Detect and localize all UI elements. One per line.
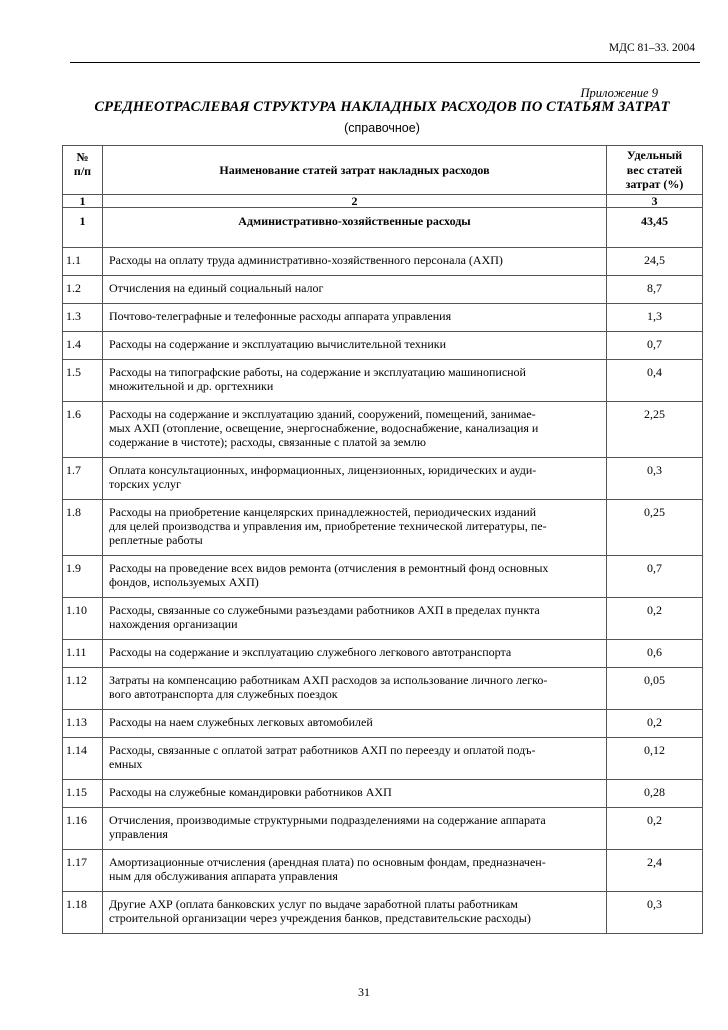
row-name-line: фондов, используемых АХП)	[109, 575, 259, 589]
row-value: 0,4	[607, 360, 703, 402]
row-name-line: Почтово-телеграфные и телефонные расходы аппарата управления	[109, 309, 452, 323]
row-name-line: Расходы на типографские работы, на содержание и эксплуатацию машинописной	[109, 365, 526, 379]
row-name-line: Амортизационные отчисления (арендная плата) по основным фондам, предназначен-	[109, 855, 546, 869]
row-num: 1.3	[63, 304, 103, 332]
row-name	[103, 780, 607, 808]
row-value: 0,3	[607, 458, 703, 500]
row-name-line: содержание в чистоте); расходы, связанные с платой за землю	[109, 435, 426, 449]
row-num: 1.17	[63, 850, 103, 892]
header-rule	[70, 62, 700, 63]
row-value: 1,3	[607, 304, 703, 332]
page-number: 31	[358, 985, 370, 999]
row-value: 24,5	[607, 248, 703, 276]
row-name	[103, 598, 607, 640]
row-value: 0,3	[607, 892, 703, 934]
row-name-line: Другие АХР (оплата банковских услуг по выдаче заработной платы работникам	[109, 897, 518, 911]
row-num: 1.11	[63, 640, 103, 668]
row-name	[103, 248, 607, 276]
column-index-row	[63, 195, 703, 208]
table-row	[63, 850, 703, 892]
table-row	[63, 500, 703, 556]
row-num: 1.1	[63, 248, 103, 276]
row-name-line: Расходы на проведение всех видов ремонта (отчисления в ремонтный фонд основных	[109, 561, 549, 575]
column-index: 2	[103, 195, 607, 208]
row-name	[103, 850, 607, 892]
row-name-line: Расходы, связанные с оплатой затрат работников АХП по переезду и оплатой подъ-	[109, 743, 536, 757]
table-row	[63, 556, 703, 598]
section-name: Административно-хозяйственные расходы	[103, 208, 607, 248]
table-row	[63, 304, 703, 332]
table-row	[63, 598, 703, 640]
row-name-line: Расходы на содержание и эксплуатацию вычислительной техники	[109, 337, 447, 351]
row-name	[103, 892, 607, 934]
document-code: МДС 81–33. 2004	[608, 42, 695, 54]
row-name	[103, 640, 607, 668]
row-name	[103, 738, 607, 780]
page-subtitle: (справочное)	[344, 121, 420, 135]
row-name-line: Расходы, связанные со служебными разъездами работников АХП в пределах пункта	[109, 603, 540, 617]
row-value: 0,2	[607, 710, 703, 738]
table-row	[63, 668, 703, 710]
row-num: 1.5	[63, 360, 103, 402]
header-num	[63, 146, 103, 195]
row-name	[103, 360, 607, 402]
row-num: 1.18	[63, 892, 103, 934]
table-row	[63, 640, 703, 668]
row-name	[103, 304, 607, 332]
row-name-line: ным для обслуживания аппарата управления	[109, 869, 338, 883]
row-num: 1.2	[63, 276, 103, 304]
column-index: 1	[63, 195, 103, 208]
row-name-line: нахождения организации	[109, 617, 238, 631]
row-value: 0,28	[607, 780, 703, 808]
header-val-line2: вес статей	[626, 162, 683, 177]
row-name-line: Расходы на содержание и эксплуатацию служебного легкового автотранспорта	[109, 645, 512, 659]
row-name-line: Расходы на содержание и эксплуатацию зданий, сооружений, помещений, занимае-	[109, 407, 536, 421]
row-value: 0,7	[607, 556, 703, 598]
row-name	[103, 668, 607, 710]
header-num-line1: №	[76, 150, 89, 164]
row-name-line: реплетные работы	[109, 533, 203, 547]
row-name-line: множительной и др. оргтехники	[109, 379, 274, 393]
row-name	[103, 402, 607, 458]
row-name-line: строительной организации через учреждения банков, представительские расходы)	[109, 911, 531, 925]
row-name	[103, 556, 607, 598]
row-name	[103, 710, 607, 738]
table-row	[63, 402, 703, 458]
row-name-line: Расходы на приобретение канцелярских принадлежностей, периодических изданий	[109, 505, 537, 519]
row-num: 1.9	[63, 556, 103, 598]
row-name-line: управления	[109, 827, 168, 841]
row-name-line: Расходы на оплату труда административно-хозяйственного персонала (АХП)	[109, 253, 503, 267]
row-num: 1.13	[63, 710, 103, 738]
row-num: 1.12	[63, 668, 103, 710]
row-name-line: мых АХП (отопление, освещение, энергоснабжение, водоснабжение, канализация и	[109, 421, 539, 435]
row-name-line: Оплата консультационных, информационных, лицензионных, юридических и ауди-	[109, 463, 537, 477]
section-num: 1	[63, 208, 103, 248]
section-row	[63, 208, 703, 248]
header-num-line2: п/п	[73, 164, 92, 178]
row-value: 0,7	[607, 332, 703, 360]
row-name	[103, 500, 607, 556]
row-name	[103, 332, 607, 360]
overhead-cost-table	[62, 145, 703, 934]
row-name-line: емных	[109, 757, 143, 771]
header-name: Наименование статей затрат накладных расходов	[103, 146, 607, 195]
header-val-line1: Удельный	[626, 148, 683, 162]
row-num: 1.7	[63, 458, 103, 500]
table-row	[63, 276, 703, 304]
row-name-line: Расходы на наем служебных легковых автомобилей	[109, 715, 373, 729]
row-num: 1.16	[63, 808, 103, 850]
table-row	[63, 808, 703, 850]
row-value: 0,25	[607, 500, 703, 556]
row-value: 0,12	[607, 738, 703, 780]
row-num: 1.10	[63, 598, 103, 640]
row-name	[103, 276, 607, 304]
row-name-line: вого автотранспорта для служебных поездок	[109, 687, 338, 701]
row-name	[103, 458, 607, 500]
header-value	[607, 146, 703, 195]
row-num: 1.6	[63, 402, 103, 458]
row-value: 0,2	[607, 598, 703, 640]
row-value: 0,05	[607, 668, 703, 710]
row-value: 0,6	[607, 640, 703, 668]
row-num: 1.4	[63, 332, 103, 360]
table-row	[63, 892, 703, 934]
table-row	[63, 458, 703, 500]
row-name-line: Затраты на компенсацию работникам АХП расходов за использование личного легко-	[109, 673, 548, 687]
section-value: 43,45	[607, 208, 703, 248]
header-val-line3: затрат (%)	[625, 177, 684, 191]
table-row	[63, 738, 703, 780]
row-name-line: Отчисления, производимые структурными подразделениями на содержание аппарата	[109, 813, 546, 827]
row-value: 8,7	[607, 276, 703, 304]
row-name-line: Отчисления на единый социальный налог	[109, 281, 324, 295]
table-row	[63, 248, 703, 276]
table-row	[63, 710, 703, 738]
row-num: 1.8	[63, 500, 103, 556]
row-name-line: для целей производства и управления им, приобретение технической литературы, пе-	[109, 519, 547, 533]
appendix-label: Приложение 9	[580, 86, 658, 100]
row-value: 2,4	[607, 850, 703, 892]
table-row	[63, 360, 703, 402]
table-row	[63, 332, 703, 360]
row-num: 1.15	[63, 780, 103, 808]
row-name-line: Расходы на служебные командировки работников АХП	[109, 785, 392, 799]
table-header-row	[63, 146, 703, 195]
row-value: 0,2	[607, 808, 703, 850]
row-num: 1.14	[63, 738, 103, 780]
table-row	[63, 780, 703, 808]
row-value: 2,25	[607, 402, 703, 458]
row-name	[103, 808, 607, 850]
column-index: 3	[607, 195, 703, 208]
row-name-line: торских услуг	[109, 477, 181, 491]
page-title: СРЕДНЕОТРАСЛЕВАЯ СТРУКТУРА НАКЛАДНЫХ РАСХОДОВ ПО СТАТЬЯМ ЗАТРАТ	[94, 99, 670, 115]
